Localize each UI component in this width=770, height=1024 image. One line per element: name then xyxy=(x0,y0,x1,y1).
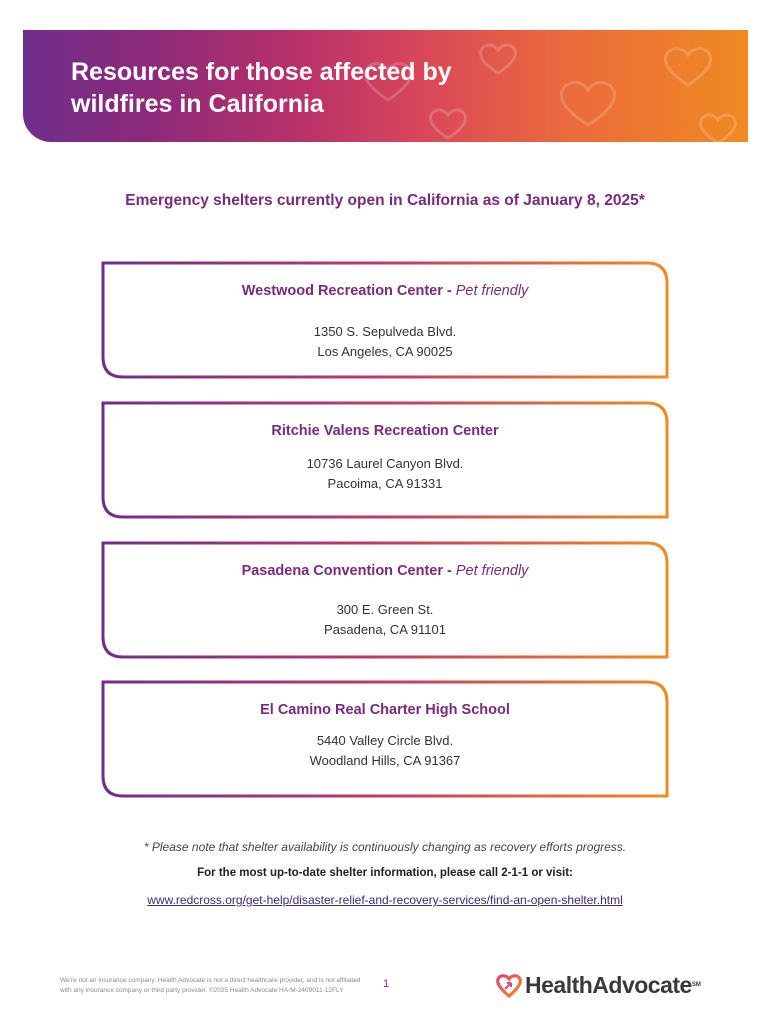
heart-arrow-icon xyxy=(494,970,524,1000)
header-banner xyxy=(23,30,748,142)
health-advocate-logo xyxy=(494,968,701,1002)
shelter-card xyxy=(100,260,670,380)
page-title: Resources for those affected by wildfires in California xyxy=(71,58,452,118)
shelter-address-line1: 300 E. Green St. xyxy=(336,602,434,617)
disclaimer-line: We're not an insurance company. Health Advocate is not a direct healthcare provider, and is not affiliated xyxy=(60,977,361,984)
shelter-card xyxy=(100,400,670,520)
service-mark: SM xyxy=(691,982,701,988)
call-to-action: For the most up-to-date shelter information, please call 2-1-1 or visit: xyxy=(197,867,573,879)
shelter-address-line2: Woodland Hills, CA 91367 xyxy=(309,753,461,768)
card-border xyxy=(100,260,670,380)
shelter-address-line2: Pacoima, CA 91331 xyxy=(327,476,443,491)
pet-friendly-tag: Pet friendly xyxy=(455,283,529,299)
shelter-address-line1: 10736 Laurel Canyon Blvd. xyxy=(306,456,464,471)
shelter-card xyxy=(100,679,670,799)
shelter-address-line1: 5440 Valley Circle Blvd. xyxy=(316,733,454,748)
shelter-name: Ritchie Valens Recreation Center xyxy=(271,423,499,439)
shelter-address-line1: 1350 S. Sepulveda Blvd. xyxy=(313,324,457,339)
footer-disclaimer xyxy=(60,976,370,996)
availability-note: * Please note that shelter availability is continuously changing as recovery efforts progress. xyxy=(143,840,627,854)
shelter-name: El Camino Real Charter High School xyxy=(260,702,510,718)
redcross-link[interactable]: www.redcross.org/get-help/disaster-relief-and-recovery-services/find-an-open-shelter.html xyxy=(147,893,623,907)
shelter-name: Pasadena Convention Center - Pet friendly xyxy=(241,563,529,579)
shelters-heading: Emergency shelters currently open in California as of January 8, 2025* xyxy=(125,192,645,209)
shelter-address-line2: Los Angeles, CA 90025 xyxy=(317,344,453,359)
shelter-card xyxy=(100,540,670,660)
shelter-name: Westwood Recreation Center - Pet friendly xyxy=(241,283,529,299)
pet-friendly-tag: Pet friendly xyxy=(455,563,529,579)
logo-text: HealthAdvocate xyxy=(525,971,692,998)
shelter-address-line2: Pasadena, CA 91101 xyxy=(324,622,446,637)
page-number: 1 xyxy=(383,978,390,990)
disclaimer-line: with any insurance company or third party provider. ©2025 Health Advocate HA-M-2409011-12FLY xyxy=(60,987,344,994)
